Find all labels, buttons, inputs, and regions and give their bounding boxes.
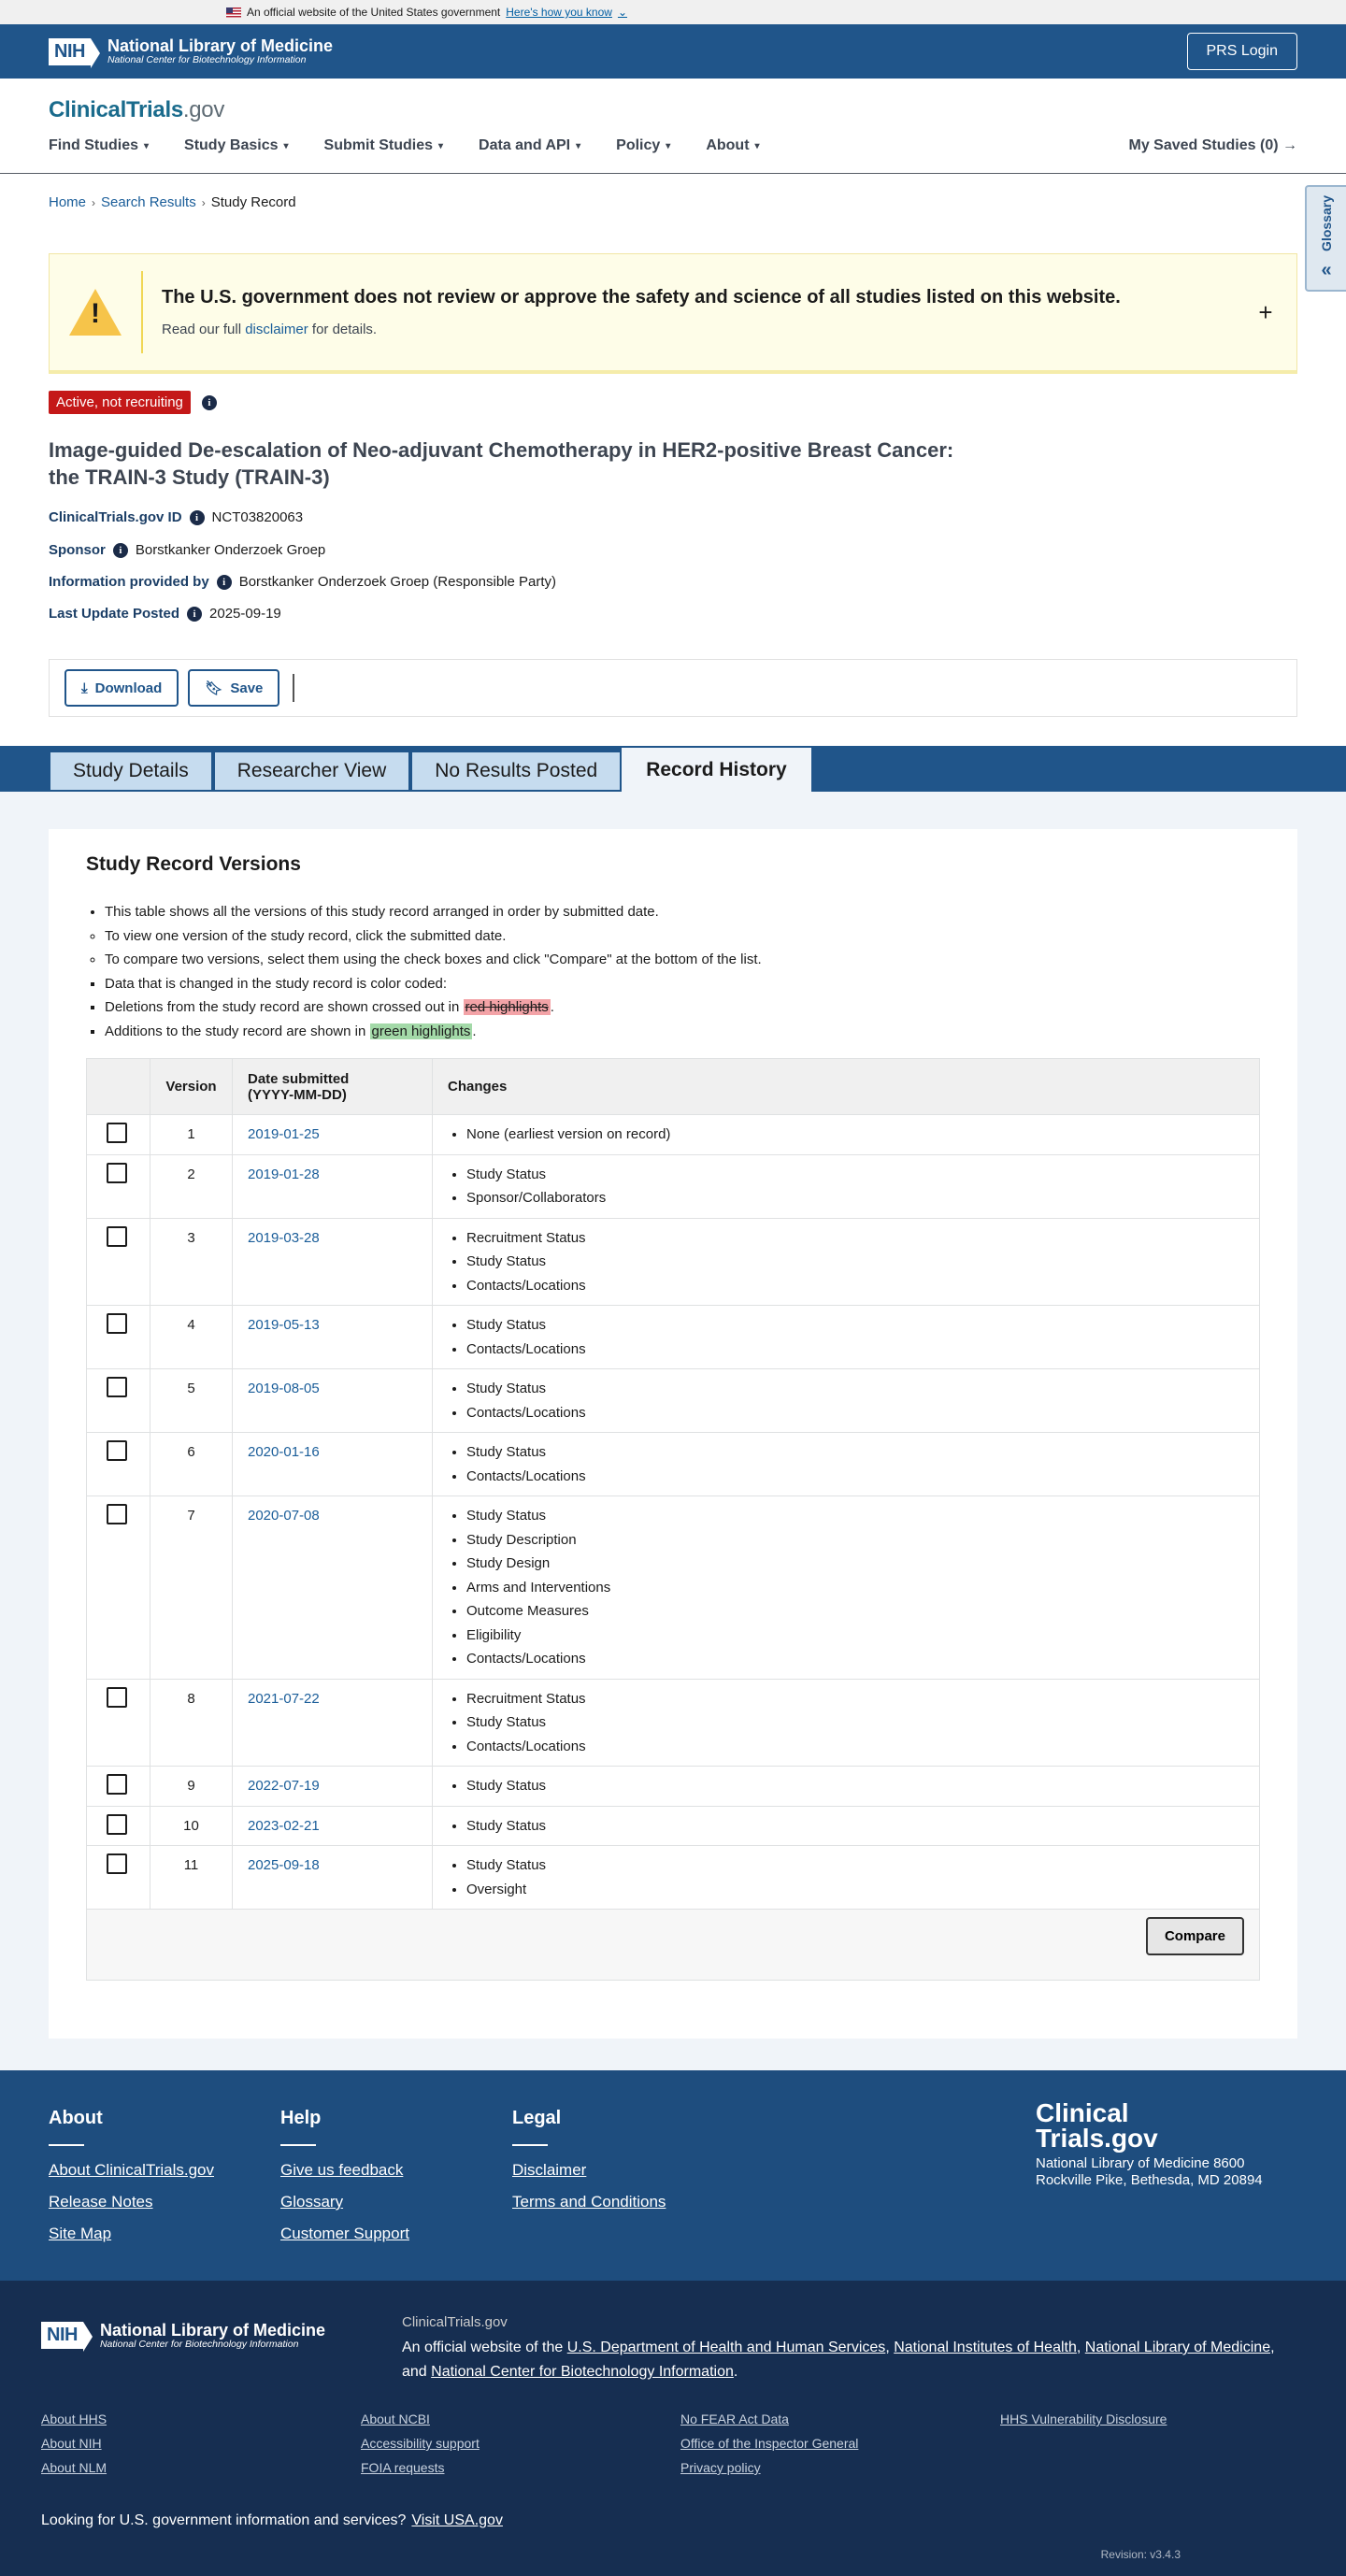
version-number: 9 (150, 1767, 233, 1807)
change-item: • Study Status (466, 1250, 1244, 1274)
changes-list (448, 1226, 1244, 1298)
version-header: Version (150, 1059, 233, 1115)
version-checkbox[interactable] (107, 1123, 127, 1143)
double-chevron-left-icon: « (1321, 260, 1332, 281)
nih-logo-mark: NIH (49, 38, 91, 65)
clinicaltrials-logo[interactable]: ClinicalTrials.gov (49, 97, 225, 122)
glossary-tab[interactable] (1305, 185, 1346, 292)
study-title: Image-guided De-escalation of Neo-adjuvant Chemotherapy in HER2-positive Breast Cancer: the TRAIN-3 Study (TRAIN-3) (49, 438, 954, 489)
changes-list (448, 1687, 1244, 1759)
version-number: 3 (150, 1218, 233, 1306)
study-id-value: NCT03820063 (211, 509, 304, 525)
change-item: • None (earliest version on record) (466, 1123, 1244, 1147)
date-submitted-header: Date submitted (YYYY-MM-DD) (233, 1059, 433, 1115)
footer-link[interactable]: HHS Vulnerability Disclosure (1000, 2411, 1167, 2426)
chevron-down-icon: ▾ (144, 140, 150, 151)
changes-list (448, 1440, 1244, 1488)
disclaimer-text: Read our full disclaimer for details. (162, 322, 378, 337)
nav-submit-studies[interactable]: Submit Studies ▾ (323, 137, 444, 153)
nih-link[interactable]: National Institutes of Health (894, 2340, 1077, 2355)
info-icon[interactable]: i (113, 543, 128, 558)
version-number: 5 (150, 1369, 233, 1433)
revision-label: Revision: v3.4.3 (1100, 2548, 1181, 2561)
change-item: • Contacts/Locations (466, 1338, 1244, 1362)
table-row (87, 1767, 1260, 1807)
changes-header: Changes (433, 1059, 1260, 1115)
changes-list (448, 1313, 1244, 1361)
version-number: 8 (150, 1679, 233, 1767)
footer-link[interactable]: About NLM (41, 2460, 107, 2475)
breadcrumb-search-results[interactable]: Search Results (101, 194, 196, 210)
version-date-link[interactable]: 2019-03-28 (248, 1229, 320, 1246)
footer-legal: Legal Disclaimer Terms and Conditions (512, 2108, 666, 2211)
table-row (87, 1369, 1260, 1433)
change-item: • Study Status (466, 1163, 1244, 1187)
footer-link[interactable]: About NIH (41, 2436, 102, 2451)
tab-no-results-posted[interactable]: No Results Posted (410, 751, 622, 792)
nlm-title: National Library of Medicine (107, 36, 333, 56)
footer-bottom-links (41, 2411, 1281, 2475)
chevron-down-icon: ▾ (438, 140, 444, 151)
nav-study-basics[interactable]: Study Basics ▾ (184, 137, 289, 153)
change-item: • Contacts/Locations (466, 1465, 1244, 1489)
version-checkbox[interactable] (107, 1377, 127, 1397)
status-badge: Active, not recruiting (49, 391, 191, 414)
changes-list (448, 1504, 1244, 1671)
footer-link[interactable]: FOIA requests (361, 2460, 445, 2475)
table-row (87, 1306, 1260, 1369)
table-row (87, 1433, 1260, 1496)
footer-link[interactable]: Privacy policy (680, 2460, 761, 2475)
ncbi-link[interactable]: National Center for Biotechnology Information (431, 2363, 734, 2380)
footer-about: About About ClinicalTrials.gov Release Notes Site Map (49, 2108, 214, 2242)
footer-link[interactable]: Release Notes (49, 2193, 153, 2211)
information-provided-row (49, 574, 556, 590)
glossary-label: Glossary (1319, 194, 1334, 251)
info-icon[interactable]: i (217, 575, 232, 590)
table-row (87, 1846, 1260, 1910)
footer-nlm-logo[interactable]: NIH National Library of Medicine National Center for Biotechnology Information (41, 2322, 325, 2350)
changes-list (448, 1853, 1244, 1901)
footer (0, 2070, 1346, 2281)
gov-banner-text: An official website of the United States government (247, 6, 501, 19)
version-checkbox[interactable] (107, 1774, 127, 1795)
official-website-notice: ClinicalTrials.gov An official website of the U.S. Department of Health and Human Services, National Institutes of Health, National Library of Medicine, and National Center for Biotechnology Information. (402, 2314, 1275, 2380)
chevron-right-icon: › (201, 195, 206, 209)
version-date-link[interactable]: 2021-07-22 (248, 1690, 320, 1707)
sponsor-row (49, 542, 325, 558)
change-item: • Contacts/Locations (466, 1274, 1244, 1298)
table-row (87, 1496, 1260, 1680)
breadcrumb (49, 194, 296, 210)
versions-table (86, 1058, 1260, 1981)
last-update-label: Last Update Posted (49, 606, 180, 622)
info-icon[interactable]: i (187, 607, 202, 622)
version-date-link[interactable]: 2019-01-25 (248, 1126, 320, 1142)
nav-find-studies[interactable]: Find Studies ▾ (49, 137, 150, 153)
change-item: • Contacts/Locations (466, 1735, 1244, 1759)
table-row (87, 1115, 1260, 1155)
gov-banner (0, 0, 1346, 24)
change-item: • Oversight (466, 1878, 1244, 1902)
tab-record-history[interactable]: Record History (622, 748, 811, 792)
change-item: • Study Status (466, 1710, 1244, 1735)
nlm-logo[interactable] (49, 37, 333, 65)
changes-list (448, 1814, 1244, 1839)
sponsor-label: Sponsor (49, 542, 106, 558)
nih-header (0, 24, 1346, 79)
expand-plus-icon[interactable]: + (1258, 297, 1273, 326)
changes-list (448, 1163, 1244, 1210)
change-item: • Contacts/Locations (466, 1647, 1244, 1671)
footer-help: Help Give us feedback Glossary Customer Support (280, 2108, 409, 2242)
main-nav (49, 137, 1297, 154)
version-date-link[interactable]: 2022-07-19 (248, 1778, 320, 1794)
change-item: • Arms and Interventions (466, 1576, 1244, 1600)
site-header (0, 79, 1346, 174)
table-row (87, 1806, 1260, 1846)
visit-usa-link[interactable]: Visit USA.gov (411, 2512, 503, 2528)
warning-icon: ! (69, 289, 122, 336)
footer-link[interactable]: Give us feedback (280, 2161, 404, 2179)
footer-link[interactable]: About ClinicalTrials.gov (49, 2161, 214, 2179)
chevron-down-icon: ▾ (754, 140, 760, 151)
usa-gov-row: Looking for U.S. government information and services? Visit USA.gov (41, 2512, 503, 2528)
version-number: 2 (150, 1154, 233, 1218)
table-row (87, 1679, 1260, 1767)
breadcrumb-home[interactable]: Home (49, 194, 87, 210)
change-item: • Study Status (466, 1774, 1244, 1798)
version-number: 1 (150, 1115, 233, 1155)
version-number: 7 (150, 1496, 233, 1680)
change-item: • Study Status (466, 1814, 1244, 1839)
version-number: 6 (150, 1433, 233, 1496)
version-checkbox[interactable] (107, 1504, 127, 1524)
version-date-link[interactable]: 2025-09-18 (248, 1857, 320, 1873)
version-checkbox[interactable] (107, 1440, 127, 1461)
green-highlight-sample: green highlights (371, 1023, 471, 1039)
footer-address: National Library of Medicine 8600 Rockville Pike, Bethesda, MD 20894 (1036, 2154, 1263, 2188)
download-icon: ⤓ (81, 680, 88, 696)
footer-link[interactable]: About HHS (41, 2411, 107, 2426)
version-date-link[interactable]: 2023-02-21 (248, 1817, 320, 1834)
my-saved-studies-link[interactable]: My Saved Studies (0) → (1128, 137, 1297, 153)
version-checkbox[interactable] (107, 1814, 127, 1835)
study-id-label: ClinicalTrials.gov ID (49, 509, 182, 525)
footer-bottom (0, 2281, 1346, 2576)
version-date-link[interactable]: 2020-07-08 (248, 1508, 320, 1524)
footer-link[interactable]: No FEAR Act Data (680, 2411, 789, 2426)
version-checkbox[interactable] (107, 1687, 127, 1708)
footer-link[interactable]: Office of the Inspector General (680, 2436, 859, 2451)
change-item: • Study Design (466, 1552, 1244, 1576)
save-button[interactable]: 🔖︎ Save (188, 669, 279, 707)
chevron-down-icon[interactable]: ⌄ (617, 6, 628, 19)
change-item: • Outcome Measures (466, 1599, 1244, 1624)
version-checkbox[interactable] (107, 1313, 127, 1334)
changes-list (448, 1774, 1244, 1798)
tab-study-details[interactable]: Study Details (49, 751, 213, 792)
information-provided-value: Borstkanker Onderzoek Groep (Responsible Party) (238, 574, 557, 590)
table-row (87, 1154, 1260, 1218)
version-checkbox[interactable] (107, 1853, 127, 1874)
change-item: • Contacts/Locations (466, 1401, 1244, 1425)
change-item: • Recruitment Status (466, 1226, 1244, 1251)
hhs-link[interactable]: U.S. Department of Health and Human Services (566, 2340, 886, 2355)
nav-data-and-api[interactable]: Data and API ▾ (479, 137, 581, 153)
change-item: • Recruitment Status (466, 1687, 1244, 1711)
last-update-row (49, 606, 281, 622)
info-icon[interactable]: i (190, 510, 205, 525)
footer-ct-logo: Clinical Trials.gov National Library of Medicine 8600 Rockville Pike, Bethesda, MD 20894 (1036, 2100, 1269, 2189)
last-update-value: 2025-09-19 (209, 606, 281, 622)
action-toolbar (49, 659, 1297, 717)
footer-link[interactable]: Customer Support (280, 2225, 409, 2242)
us-flag-icon (226, 7, 241, 18)
section-title: Study Record Versions (86, 853, 301, 875)
change-item: • Study Description (466, 1528, 1244, 1553)
chevron-down-icon: ▾ (283, 140, 289, 151)
footer-link[interactable]: Glossary (280, 2193, 344, 2211)
chevron-down-icon: ▾ (666, 140, 671, 151)
tab-researcher-view[interactable]: Researcher View (213, 751, 411, 792)
change-item: • Study Status (466, 1377, 1244, 1401)
toolbar-divider (293, 674, 294, 702)
change-item: • Study Status (466, 1853, 1244, 1878)
nlm-link[interactable]: National Library of Medicine (1084, 2340, 1271, 2355)
chevron-right-icon: › (92, 195, 96, 209)
change-item: • Eligibility (466, 1624, 1244, 1648)
sponsor-value: Borstkanker Onderzoek Groep (135, 542, 326, 558)
bookmark-icon: 🔖︎ (205, 680, 223, 696)
status-row (49, 391, 217, 414)
change-item: • Study Status (466, 1313, 1244, 1338)
footer-link[interactable]: Terms and Conditions (512, 2193, 666, 2211)
study-record-versions-card (49, 829, 1297, 2039)
table-row (87, 1218, 1260, 1306)
study-id-row (49, 509, 303, 525)
version-number: 4 (150, 1306, 233, 1369)
changes-list (448, 1123, 1244, 1147)
change-item: • Sponsor/Collaborators (466, 1186, 1244, 1210)
version-checkbox[interactable] (107, 1226, 127, 1247)
information-provided-label: Information provided by (49, 574, 209, 590)
footer-link[interactable]: Accessibility support (361, 2436, 480, 2451)
nav-policy[interactable]: Policy ▾ (616, 137, 671, 153)
version-date-link[interactable]: 2019-01-28 (248, 1166, 320, 1182)
compare-button[interactable]: Compare (1146, 1917, 1244, 1955)
study-tabs (0, 746, 1346, 792)
versions-notes: • This table shows all the versions of this study record arranged in order by submitted date. ◦ To view one version of the study record, click the submitted date. ◦ To compare two versions, select them using the check boxes and click "Compare" at the bottom of the list. ▪ Data that is changed in the study record is color coded: ▪ Deletions from the study record are shown crossed out in red highlights . ▪ Additions to the study record are shown in green highlights . (86, 900, 1260, 1043)
info-icon[interactable]: i (202, 395, 217, 410)
version-date-link[interactable]: 2020-01-16 (248, 1444, 320, 1460)
change-item: • Study Status (466, 1504, 1244, 1528)
nav-about[interactable]: About ▾ (706, 137, 760, 153)
changes-list (448, 1377, 1244, 1424)
ncbi-subtitle: National Center for Biotechnology Information (107, 53, 307, 65)
footer-link[interactable]: Disclaimer (512, 2161, 587, 2179)
heres-how-you-know-link[interactable]: Here's how you know (506, 6, 612, 19)
breadcrumb-current: Study Record (210, 194, 296, 210)
version-number: 11 (150, 1846, 233, 1910)
chevron-down-icon: ▾ (576, 140, 581, 151)
disclaimer-title: The U.S. government does not review or approve the safety and science of all studies listed on this website. (162, 287, 1121, 308)
change-item: • Study Status (466, 1440, 1244, 1465)
disclaimer-link[interactable]: disclaimer (245, 322, 308, 337)
download-button[interactable]: ⤓ Download (64, 669, 179, 707)
version-date-link[interactable]: 2019-08-05 (248, 1381, 320, 1396)
version-number: 10 (150, 1806, 233, 1846)
red-highlight-sample: red highlights (465, 999, 549, 1015)
disclaimer-alert (49, 253, 1297, 374)
prs-login-button[interactable]: PRS Login (1187, 33, 1298, 70)
version-checkbox[interactable] (107, 1163, 127, 1183)
version-date-link[interactable]: 2019-05-13 (248, 1317, 320, 1333)
footer-link[interactable]: Site Map (49, 2225, 112, 2242)
footer-link[interactable]: About NCBI (361, 2411, 430, 2426)
